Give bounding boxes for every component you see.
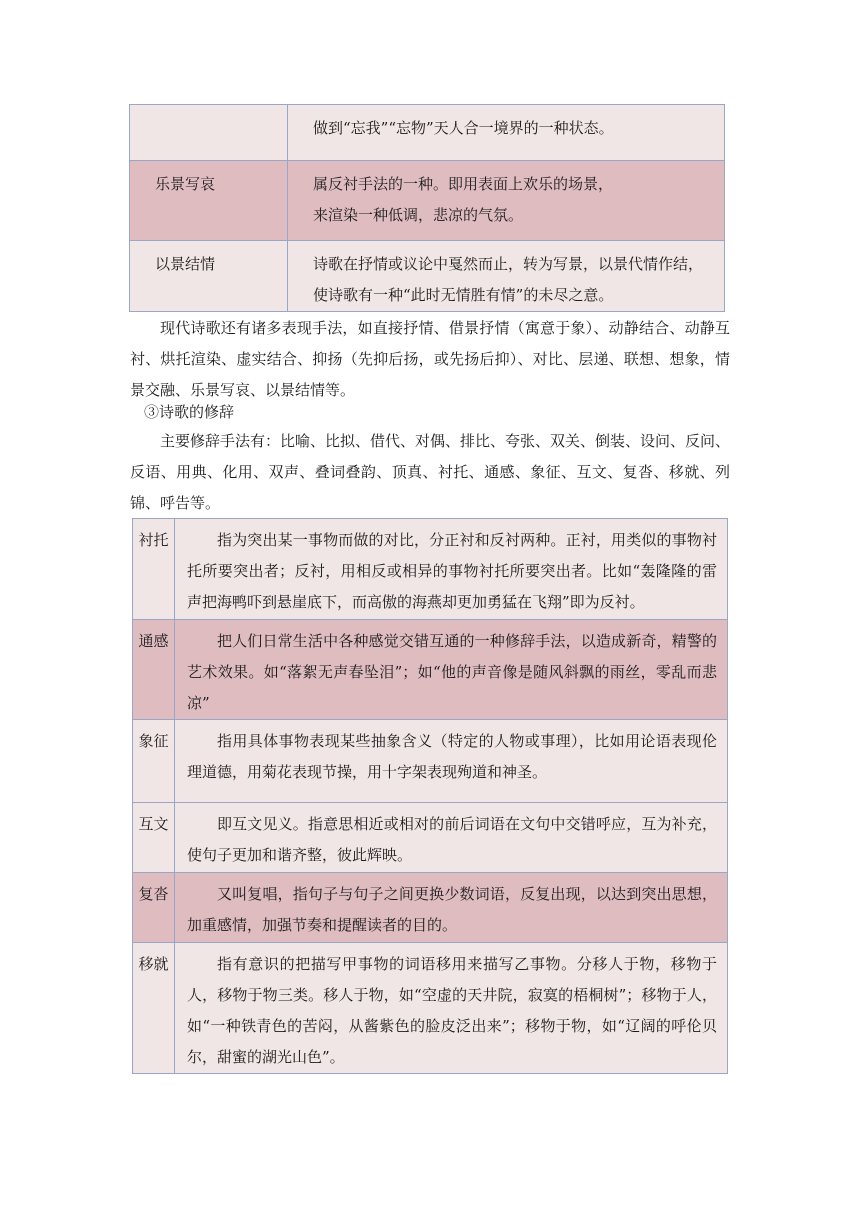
paragraph-rhetoric-list: 主要修辞手法有：比喻、比拟、借代、对偶、排比、夸张、双关、倒装、设问、反问、反语、用典、化用、双声、叠词叠韵、顶真、衬托、通感、象征、互文、复沓、移就、列锦、呼告等。 xyxy=(130,432,731,512)
rhetoric-desc-cell xyxy=(175,873,728,943)
rhetoric-desc-cell xyxy=(175,803,728,873)
rhetoric-desc-cell xyxy=(175,519,728,620)
table-row xyxy=(133,720,728,803)
rhetoric-name-cell xyxy=(133,943,175,1074)
rhetoric-desc: 又叫复唱，指句子与句子之间更换少数词语，反复出现，以达到突出思想，加重感情，加强节奏和提醒读者的目的。 xyxy=(187,885,717,934)
rhetoric-name: 复沓 xyxy=(138,885,169,903)
rhetoric-desc-cell xyxy=(175,720,728,803)
rhetoric-desc-cell xyxy=(175,620,728,720)
table-row xyxy=(130,241,725,312)
rhetoric-desc: 指为突出某一事物而做的对比，分正衬和反衬两种。正衬，用类似的事物衬托所要突出者；反衬，用相反或相异的事物衬托所要突出者。比如“轰隆隆的雷声把海鸭吓到悬崖底下，而高傲的海燕却更加勇猛在飞翔”即为反衬。 xyxy=(187,531,717,611)
rhetoric-name-cell xyxy=(133,519,175,620)
table-row xyxy=(133,943,728,1074)
rhetoric-name-cell xyxy=(133,620,175,720)
table-row xyxy=(133,620,728,720)
section-heading-rhetoric: ③诗歌的修辞 xyxy=(144,403,235,421)
technique-name: 以景结情 xyxy=(155,255,216,273)
rhetoric-desc: 把人们日常生活中各种感觉交错互通的一种修辞手法，以造成新奇，精警的艺术效果。如“落絮无声春坠泪”；如“他的声音像是随风斜飘的雨丝，零乱而悲凉” xyxy=(187,632,717,712)
table-row xyxy=(133,803,728,873)
rhetoric-desc: 指用具体事物表现某些抽象含义（特定的人物或事理），比如用论语表现伦理道德，用菊花表现节操，用十字架表现殉道和神圣。 xyxy=(187,732,717,781)
rhetoric-name-cell xyxy=(133,803,175,873)
rhetoric-desc: 即互文见义。指意思相近或相对的前后词语在文句中交错呼应，互为补充，使句子更加和谐齐整，彼此辉映。 xyxy=(187,815,717,864)
technique-desc: 属反衬手法的一种。即用表面上欢乐的场景， 来渲染一种低调，悲凉的气氛。 xyxy=(313,175,614,224)
table-row xyxy=(130,105,725,161)
rhetoric-name: 互文 xyxy=(138,815,169,833)
rhetoric-table xyxy=(132,518,728,1074)
table-row xyxy=(133,519,728,620)
rhetoric-name: 衬托 xyxy=(138,531,169,549)
rhetoric-name: 象征 xyxy=(138,732,169,750)
table-row xyxy=(133,873,728,943)
rhetoric-name: 通感 xyxy=(138,632,169,650)
rhetoric-name-cell xyxy=(133,720,175,803)
paragraph-modern-techniques: 现代诗歌还有诸多表现手法，如直接抒情、借景抒情（寓意于象）、动静结合、动静互衬、烘托渲染、虚实结合、抑扬（先抑后扬，或先扬后抑）、对比、层递、联想、想象，情景交融、乐景写哀、以景结情等。 xyxy=(130,319,730,399)
rhetoric-name-cell xyxy=(133,873,175,943)
technique-desc-cell xyxy=(288,105,725,161)
technique-name-cell xyxy=(130,161,288,241)
rhetoric-desc-cell xyxy=(175,943,728,1074)
technique-name-cell xyxy=(130,241,288,312)
technique-table-continued xyxy=(129,104,725,312)
technique-desc-cell xyxy=(288,241,725,312)
technique-desc: 做到“忘我”“忘物”天人合一境界的一种状态。 xyxy=(313,119,614,137)
rhetoric-name: 移就 xyxy=(138,955,169,973)
table-row xyxy=(130,161,725,241)
technique-name-cell xyxy=(130,105,288,161)
technique-name xyxy=(130,105,287,115)
technique-desc-cell xyxy=(288,161,725,241)
rhetoric-desc: 指有意识的把描写甲事物的词语移用来描写乙事物。分移人于物，移物于人，移物于物三类。移人于物，如“空虚的天井院，寂寞的梧桐树”；移物于人，如“一种铁青色的苦闷，从酱紫色的脸皮泛出来”；移物于物，如“辽阔的呼伦贝尔，甜蜜的湖光山色”。 xyxy=(187,955,717,1066)
technique-desc: 诗歌在抒情或议论中戛然而止，转为写景，以景代情作结，使诗歌有一种“此时无情胜有情”的未尽之意。 xyxy=(313,255,704,304)
technique-name: 乐景写哀 xyxy=(155,175,216,193)
